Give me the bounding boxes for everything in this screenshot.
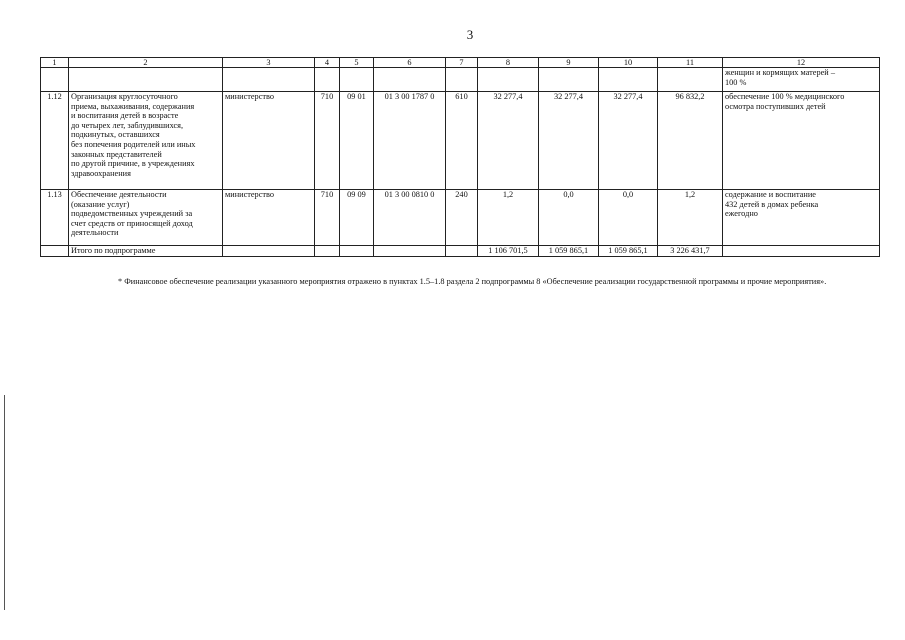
cell-section-code: 09 09 — [340, 190, 374, 246]
column-number: 5 — [340, 58, 374, 68]
page-number: 3 — [466, 27, 474, 42]
cell-amount: 32 277,4 — [599, 92, 658, 190]
table-row — [41, 92, 880, 190]
scan-edge-line — [4, 395, 5, 610]
column-number: 4 — [315, 58, 340, 68]
column-number: 3 — [223, 58, 315, 68]
column-number: 10 — [599, 58, 658, 68]
cell-total-amount: 96 832,2 — [658, 92, 723, 190]
table-row — [41, 190, 880, 246]
footnote: * Финансовое обеспечение реализации указанного мероприятия отражено в пунктах 1.5–1.8 раздела 2 подпрограммы 8 «Обеспечение реализации государственной программы и прочие мероприятия». — [118, 277, 827, 286]
cell-amount: 0,0 — [599, 190, 658, 246]
column-number: 11 — [658, 58, 723, 68]
total-amount: 1 059 865,1 — [599, 246, 658, 257]
column-number: 12 — [723, 58, 880, 68]
cell-expense-type: 240 — [446, 190, 478, 246]
total-amount: 1 059 865,1 — [539, 246, 599, 257]
cell-amount: 0,0 — [539, 190, 599, 246]
cell-result: содержание и воспитание 432 детей в домах ребенка ежегодно — [723, 190, 880, 246]
cell-amount: 1,2 — [478, 190, 539, 246]
cell-target-code: 01 3 00 0810 0 — [374, 190, 446, 246]
column-number: 8 — [478, 58, 539, 68]
column-number: 9 — [539, 58, 599, 68]
total-amount: 1 106 701,5 — [478, 246, 539, 257]
cell-result: женщин и кормящих матерей – 100 % — [723, 68, 880, 92]
column-number: 6 — [374, 58, 446, 68]
cell-result: обеспечение 100 % медицинского осмотра поступивших детей — [723, 92, 880, 190]
total-row — [41, 246, 880, 257]
cell-executor: министерство — [223, 92, 315, 190]
cell-ministry-code: 710 — [315, 92, 340, 190]
column-number: 1 — [41, 58, 69, 68]
cell-expense-type: 610 — [446, 92, 478, 190]
cell-activity-name: Обеспечение деятельности (оказание услуг) подведомственных учреждений за счет средств от приносящей доход деятельности — [69, 190, 223, 246]
cell-amount: 32 277,4 — [539, 92, 599, 190]
column-number: 2 — [69, 58, 223, 68]
budget-table — [40, 57, 880, 257]
continuation-row — [41, 68, 880, 92]
cell-number: 1.13 — [41, 190, 69, 246]
cell-number: 1.12 — [41, 92, 69, 190]
cell-target-code: 01 3 00 1787 0 — [374, 92, 446, 190]
total-label: Итого по подпрограмме — [69, 246, 223, 257]
column-number: 7 — [446, 58, 478, 68]
cell-amount: 32 277,4 — [478, 92, 539, 190]
total-amount: 3 226 431,7 — [658, 246, 723, 257]
cell-executor: министерство — [223, 190, 315, 246]
cell-total-amount: 1,2 — [658, 190, 723, 246]
cell-activity-name: Организация круглосуточного приема, выхаживания, содержания и воспитания детей в возрасте до четырех лет, заблудившихся, подкинутых, оставшихся без попечения родителей или иных законных представителей по другой причине, в учреждениях здравоохранения — [69, 92, 223, 190]
column-number-row — [41, 58, 880, 68]
cell-section-code: 09 01 — [340, 92, 374, 190]
cell-ministry-code: 710 — [315, 190, 340, 246]
